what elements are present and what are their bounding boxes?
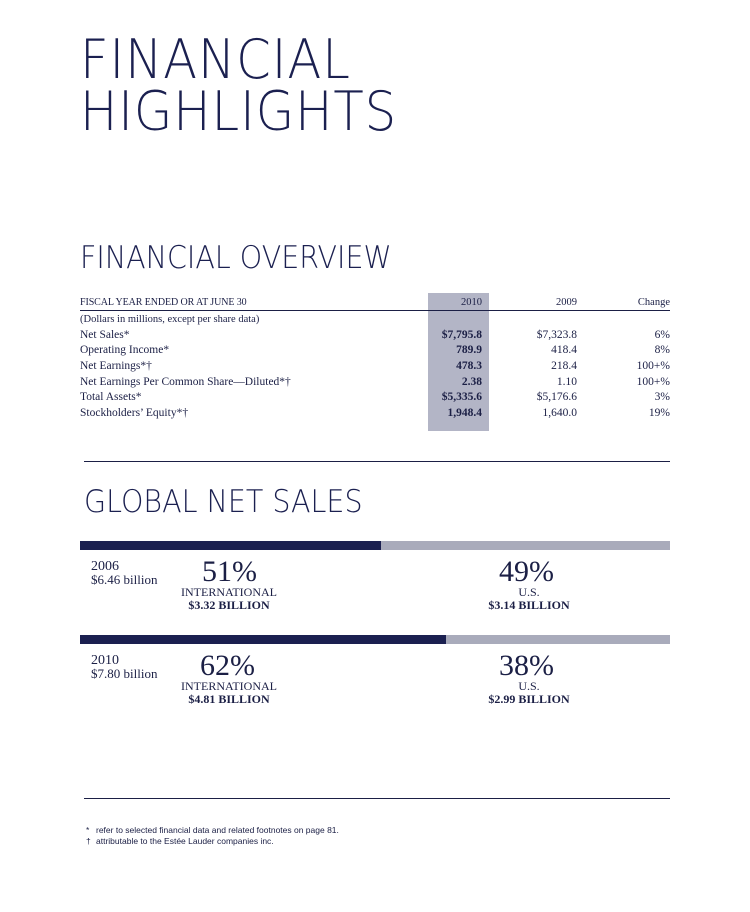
row-label: Stockholders’ Equity*†: [80, 406, 189, 419]
row-current: $5,335.6: [441, 391, 482, 404]
share-bar-2010: [80, 635, 670, 644]
row-current: 789.9: [456, 344, 482, 357]
row-label: Operating Income*: [80, 344, 170, 357]
international-pct: 51%: [202, 555, 257, 588]
row-prior: 1.10: [556, 375, 577, 388]
footer-divider: [84, 798, 670, 799]
row-change: 100+%: [636, 375, 670, 388]
row-label: Net Earnings*†: [80, 359, 152, 372]
col-header-current: 2010: [428, 294, 482, 311]
region-amount: $3.14 BILLION: [488, 598, 570, 612]
row-current: 1,948.4: [447, 406, 482, 419]
table-row: [80, 389, 670, 405]
row-prior: 218.4: [551, 359, 577, 372]
financial-overview-heading: FINANCIAL OVERVIEW: [80, 240, 392, 276]
global-net-sales-heading: GLOBAL NET SALES: [84, 484, 363, 520]
row-prior: 1,640.0: [542, 406, 577, 419]
row-prior: 418.4: [551, 344, 577, 357]
share-bar-2006: [80, 541, 670, 550]
international-pct: 62%: [200, 649, 255, 682]
row-prior: $5,176.6: [536, 391, 577, 404]
international-label: [169, 586, 289, 612]
section-divider: [84, 461, 670, 462]
region-name: U.S.: [518, 679, 540, 693]
year-total: $7.80 billion: [91, 666, 158, 681]
table-row: [80, 405, 670, 421]
region-amount: $4.81 BILLION: [188, 692, 270, 706]
col-header-change: Change: [577, 294, 670, 311]
row-current: 478.3: [456, 359, 482, 372]
year-total: $6.46 billion: [91, 572, 158, 587]
row-change: 3%: [654, 391, 670, 404]
us-share-bar: [446, 635, 670, 644]
year: 2010: [91, 653, 119, 668]
row-change: 100+%: [636, 359, 670, 372]
row-current: 2.38: [461, 375, 482, 388]
col-header-prior: 2009: [489, 294, 577, 311]
footnotes: [86, 825, 339, 847]
region-name: INTERNATIONAL: [181, 585, 277, 599]
footnote-symbol: †: [86, 836, 91, 846]
us-pct: 49%: [499, 555, 554, 588]
row-label: Net Earnings Per Common Share—Diluted*†: [80, 375, 291, 388]
row-current: $7,795.8: [441, 328, 482, 341]
row-prior: $7,323.8: [536, 328, 577, 341]
region-name: INTERNATIONAL: [181, 679, 277, 693]
year-label-2010: [91, 654, 157, 680]
us-label: [469, 586, 589, 612]
international-share-bar: [80, 635, 446, 644]
table-row: [80, 358, 670, 374]
page-title-line-1: FINANCIAL: [80, 28, 351, 91]
footnote-text: refer to selected financial data and related footnotes on page 81.: [96, 825, 339, 835]
table-row: [80, 343, 670, 359]
region-amount: $2.99 BILLION: [488, 692, 570, 706]
footnote: [86, 825, 339, 836]
international-label: [169, 680, 289, 706]
row-change: 6%: [654, 328, 670, 341]
us-share-bar: [381, 541, 670, 550]
region-name: U.S.: [518, 585, 540, 599]
row-change: 8%: [654, 344, 670, 357]
page-title-line-2: HIGHLIGHTS: [80, 80, 398, 143]
us-label: [469, 680, 589, 706]
table-row: [80, 327, 670, 343]
international-share-bar: [80, 541, 381, 550]
table-row: [80, 374, 670, 390]
row-change: 19%: [648, 406, 670, 419]
table-header-row: [80, 294, 670, 311]
footnote-symbol: *: [86, 825, 90, 835]
year: 2006: [91, 559, 119, 574]
table-subheader: (Dollars in millions, except per share data): [80, 313, 260, 325]
row-label: Net Sales*: [80, 328, 130, 341]
region-amount: $3.32 BILLION: [188, 598, 270, 612]
row-label: Total Assets*: [80, 391, 142, 404]
fiscal-year-header: FISCAL YEAR ENDED OR AT JUNE 30: [80, 294, 428, 311]
us-pct: 38%: [499, 649, 554, 682]
footnote: [86, 836, 339, 847]
financial-overview-table: [80, 294, 670, 421]
year-label-2006: [91, 560, 157, 586]
page-title: [80, 28, 425, 143]
footnote-text: attributable to the Estée Lauder companies inc.: [96, 836, 274, 846]
